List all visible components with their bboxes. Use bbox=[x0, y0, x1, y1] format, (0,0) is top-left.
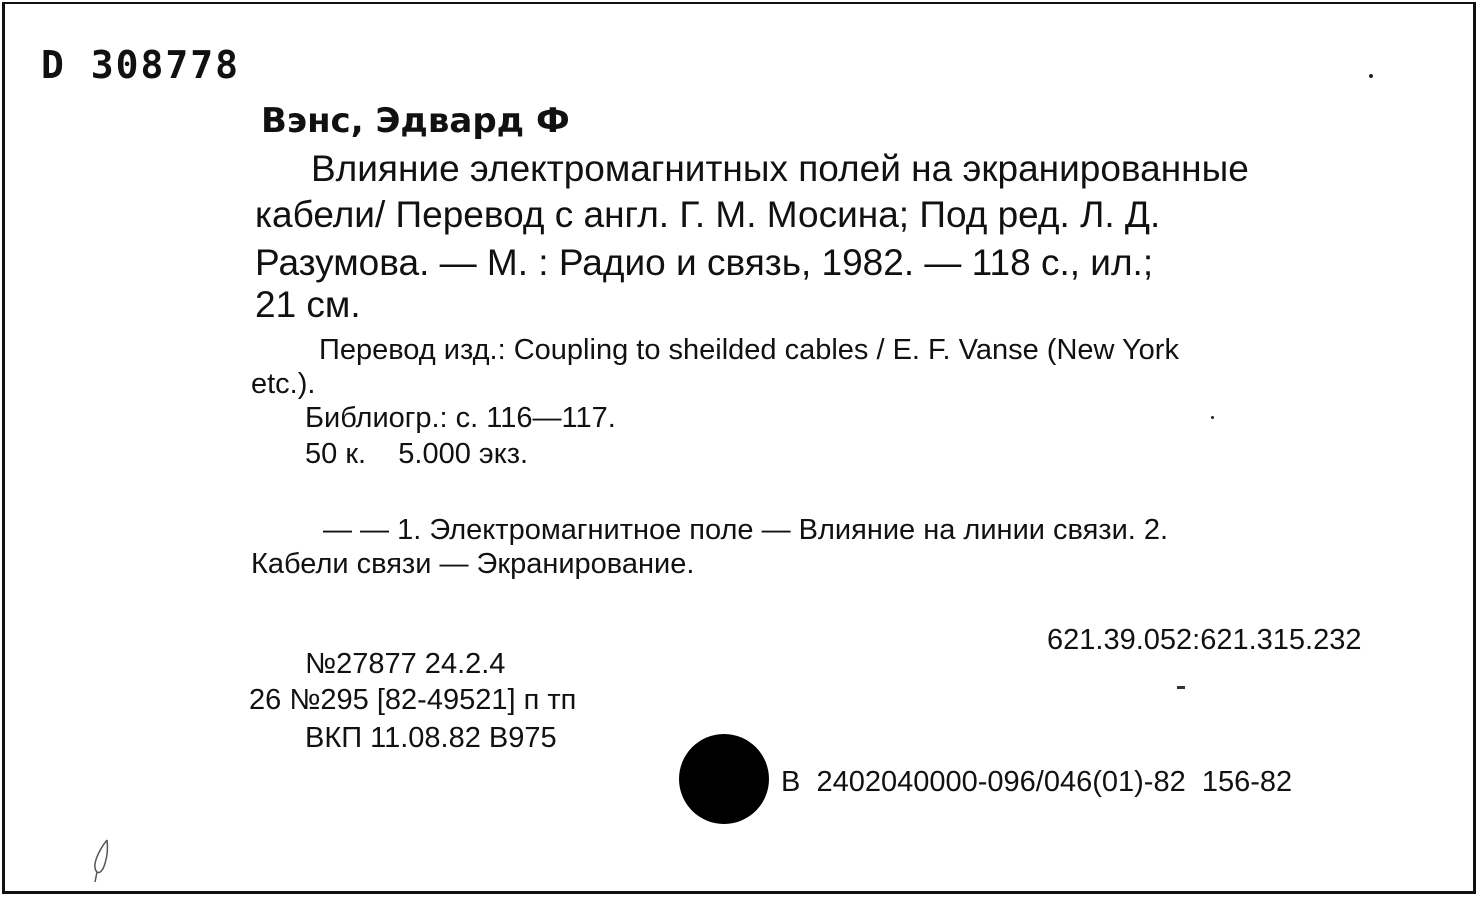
catalog-card bbox=[2, 2, 1476, 894]
registry-line-3: ВКП 11.08.82 В975 bbox=[305, 722, 557, 754]
ink-speck bbox=[1369, 74, 1373, 78]
note-bibliography: Библиогр.: с. 116—117. bbox=[305, 402, 616, 434]
note-price-copies: 50 к. 5.000 экз. bbox=[305, 438, 529, 470]
ink-speck bbox=[1177, 686, 1185, 689]
title-line-3: Разумова. — М. : Радио и связь, 1982. — 118 с., ил.; bbox=[255, 242, 1154, 283]
classification-line: В 2402040000-096/046(01)-82 156-82 bbox=[781, 766, 1293, 798]
ink-speck bbox=[1211, 416, 1214, 419]
pencil-mark bbox=[87, 836, 117, 886]
subject-line-2: Кабели связи — Экранирование. bbox=[251, 548, 695, 580]
title-line-1: Влияние электромагнитных полей на экранированные bbox=[311, 148, 1249, 189]
registry-line-1: №27877 24.2.4 bbox=[305, 648, 506, 680]
note-original-title-cont: etc.). bbox=[251, 368, 316, 400]
udc-code: 621.39.052:621.315.232 bbox=[1047, 624, 1362, 656]
author-heading: Вэнс, Эдвард Ф bbox=[261, 101, 570, 141]
call-number: D 308778 bbox=[41, 43, 241, 87]
registry-line-2: 26 №295 [82-49521] п тп bbox=[249, 684, 577, 716]
note-original-title: Перевод изд.: Coupling to sheilded cables / E. F. Vanse (New York bbox=[319, 334, 1179, 366]
punch-hole bbox=[679, 734, 769, 824]
title-line-4: 21 см. bbox=[255, 284, 361, 325]
subject-line-1: — — 1. Электромагнитное поле — Влияние на линии связи. 2. bbox=[323, 514, 1169, 546]
title-line-2: кабели/ Перевод с англ. Г. М. Мосина; Под ред. Л. Д. bbox=[255, 194, 1161, 235]
